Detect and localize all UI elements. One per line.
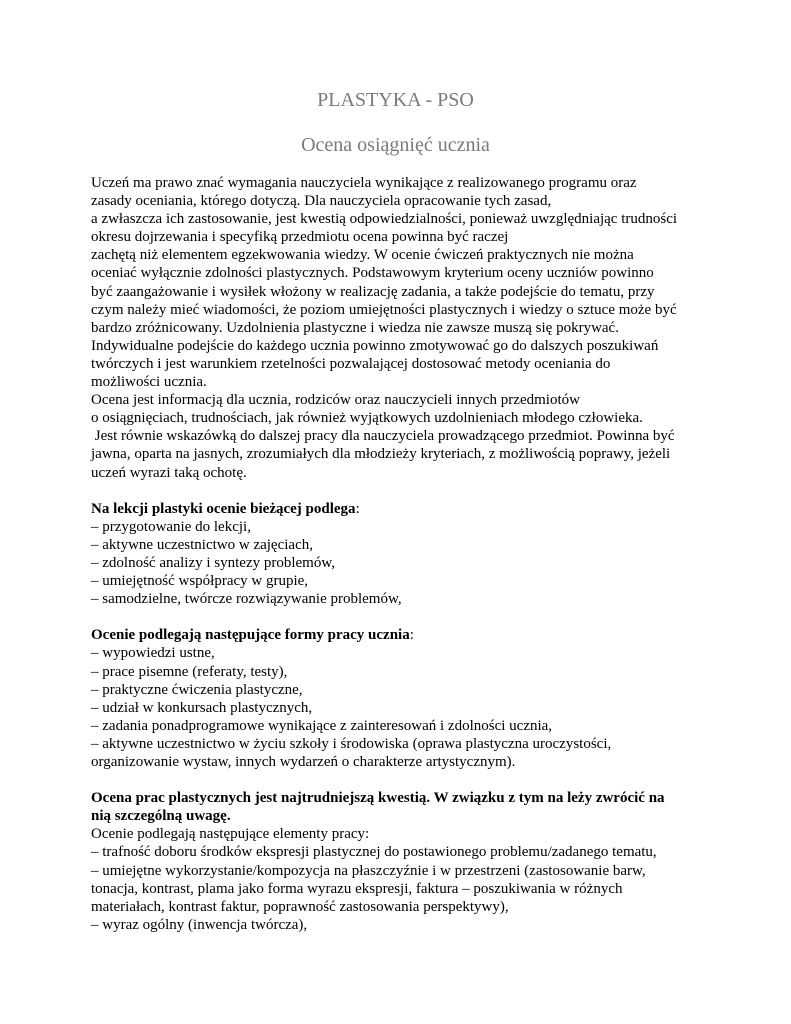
list-item: – trafność doboru środków ekspresji plastycznej do postawionego problemu/zadanego tematu, [91,844,657,861]
list-item: – zadania ponadprogramowe wynikające z zainteresowań i zdolności ucznia, [91,717,553,734]
intro-line: oceniać wyłącznie zdolności plastycznych. Podstawowym kryterium oceny uczniów powinno [91,265,654,282]
section-heading: Ocena prac plastycznych jest najtrudniejszą kwestią. W związku z tym na leży zwrócić na [91,790,665,807]
list-item: tonacja, kontrast, plama jako forma wyrazu ekspresji, faktura – poszukiwania w różnych [91,880,623,897]
intro-line: o osiągnięciach, trudnościach, jak również wyjątkowych uzdolnieniach młodego człowieka. [91,410,643,427]
list-item: – przygotowanie do lekcji, [91,518,251,535]
list-item: – zdolność analizy i syntezy problemów, [91,554,335,571]
section-work-forms [91,626,711,771]
list-item: – aktywne uczestnictwo w zajęciach, [91,536,313,553]
intro-line: uczeń wyrazi taką ochotę. [91,464,247,481]
section-heading: Na lekcji plastyki ocenie bieżącej podlega: [91,500,360,517]
intro-line: Ocena jest informacją dla ucznia, rodziców oraz nauczycieli innych przedmiotów [91,392,580,409]
intro-line: a zwłaszcza ich zastosowanie, jest kwestią odpowiedzialności, ponieważ uwzględniając trudności [91,211,678,228]
list-item: materiałach, kontrast faktur, poprawność zastosowania perspektywy), [91,898,509,915]
list-item: – udział w konkursach plastycznych, [91,699,313,716]
list-item: – praktyczne ćwiczenia plastyczne, [91,681,303,698]
section-heading: Ocenie podlegają następujące formy pracy ucznia: [91,627,414,644]
intro-line: Uczeń ma prawo znać wymagania nauczyciela wynikające z realizowanego programu oraz [91,175,637,191]
list-item: – aktywne uczestnictwo w życiu szkoły i środowiska (oprawa plastyczna uroczystości, [91,735,612,752]
list-item: organizowanie wystaw, innych wydarzeń o charakterze artystycznym). [91,754,516,770]
list-item: – samodzielne, twórcze rozwiązywanie problemów, [91,591,402,608]
list-item: – wyraz ogólny (inwencja twórcza), [91,916,308,933]
list-item: – prace pisemne (referaty, testy), [91,663,288,680]
document-body [91,174,711,934]
intro-line: zachętą niż elementem egzekwowania wiedzy. W ocenie ćwiczeń praktycznych nie można [91,247,634,264]
section-current-assessment [91,500,711,609]
intro-paragraph [91,174,711,482]
intro-line: Jest równie wskazówką do dalszej pracy dla nauczyciela prowadzącego przedmiot. Powinna być [91,428,675,445]
intro-line: twórczych i jest warunkiem rzetelności pozwalającej dostosować metody oceniania do [91,355,611,372]
list-item: Ocenie podlegają następujące elementy pracy: [91,826,370,843]
list-item: – umiejętne wykorzystanie/kompozycja na płaszczyźnie i w przestrzeni (zastosowanie barw, [91,862,646,879]
intro-line: okresu dojrzewania i specyfiką przedmiotu ocena powinna być raczej [91,229,509,246]
document-title: PLASTYKA - PSO [317,89,474,111]
intro-line: jawna, oparta na jasnych, zrozumiałych dla młodzieży kryteriach, z możliwością poprawy, jeżeli [91,446,671,463]
list-item: – umiejętność współpracy w grupie, [91,573,309,590]
document-subtitle: Ocena osiągnięć ucznia [301,134,490,156]
intro-line: zasady oceniania, którego dotyczą. Dla nauczyciela opracowanie tych zasad, [91,193,552,210]
intro-line: być zaangażowanie i wysiłek włożony w realizację zadania, a także podejście do tematu, przy [91,283,655,300]
section-heading: nią szczególną uwagę. [91,808,231,825]
intro-line: Indywidualne podejście do każdego ucznia powinno zmotywować go do dalszych poszukiwań [91,337,659,354]
section-art-works [91,789,711,934]
list-item: – wypowiedzi ustne, [91,645,215,662]
intro-line: czym należy mieć wiadomości, że poziom umiejętności plastycznych i wiedzy o sztuce może być [91,301,677,318]
intro-line: bardzo zróżnicowany. Uzdolnienia plastyczne i wiedza nie zawsze muszą się pokrywać. [91,319,619,336]
intro-line: możliwości ucznia. [91,374,207,391]
